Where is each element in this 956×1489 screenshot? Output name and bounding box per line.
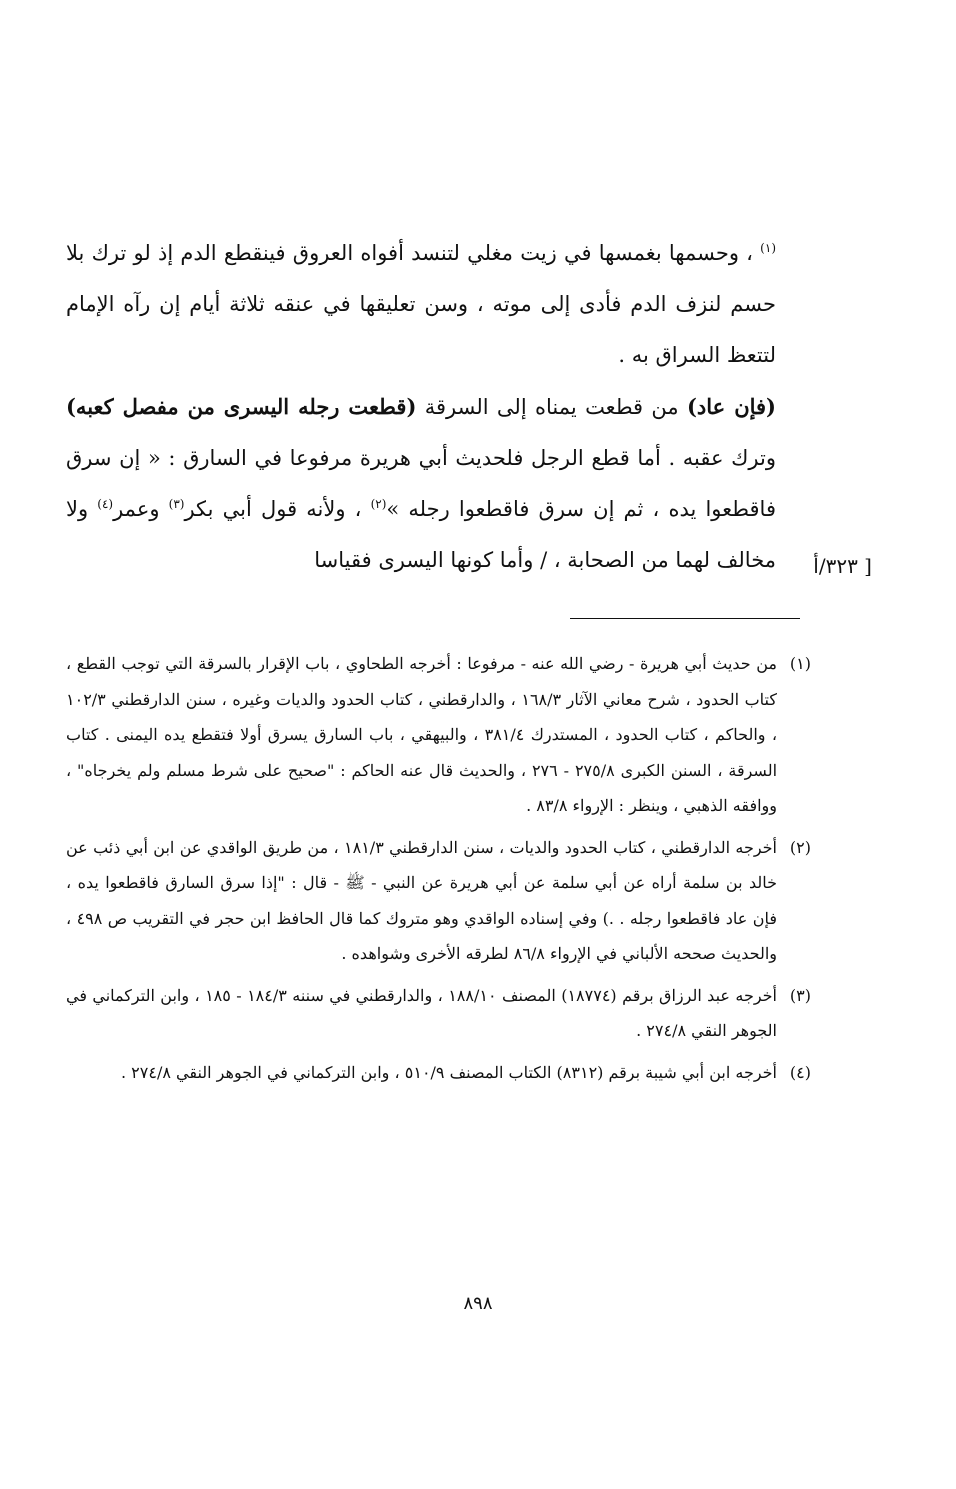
footnote-number: (٣) [789,985,811,1005]
footnote-number: (٤) [789,1062,811,1082]
paragraph-2-text-2: وترك عقبه . أما قطع الرجل فلحديث أبي هريرة مرفوعا في السارق : « إن سرق فاقطعوا يده ، ثم إن سرق فاقطعوا رجله » [66,446,776,521]
footnote-ref-1: (١) [760,241,776,255]
footnote-text: أخرجه عبد الرزاق برقم (١٨٧٧٤) المصنف ١٨٨/١٠ ، والدارقطني في سننه ١٨٤/٣ - ١٨٥ ، وابن التركماني في الجوهر النقي ٢٧٤/٨ . [66,985,777,1040]
paragraph-2 [66,381,776,586]
main-text [66,228,776,586]
footnote-separator [570,618,800,619]
footnote-text: أخرجه ابن أبي شيبة برقم (٨٣١٢) الكتاب المصنف ٥١٠/٩ ، وابن التركماني في الجوهر النقي ٢٧٤/٨ . [120,1062,777,1082]
footnote-number: (٢) [789,837,811,857]
bold-phrase-if-he-repeats: (فإن عاد) [687,394,776,419]
page-number: ٨٩٨ [463,1293,493,1314]
footnote-2 [66,830,811,972]
footnotes [66,646,811,1096]
footnote-text: أخرجه الدارقطني ، كتاب الحدود والديات ، سنن الدارقطني ١٨١/٣ ، من طريق الواقدي عن ابن أبي ذئب عن خالد بن سلمة أراه عن أبي سلمة عن أبي هريرة عن النبي - ﷺ - قال : "إذا سرق السارق فاقطعوا يده ، فإن عاد فاقطعوا رجله . .) وفي إسناده الواقدي وهو متروك كما قال الحافظ ابن حجر في التقريب ص ٤٩٨ ، والحديث صححه الألباني في الإرواء ٨٦/٨ لطرقه الأخرى وشواهده . [66,837,778,963]
paragraph-1 [66,228,776,381]
footnote-ref-2: (٢) [370,497,387,511]
footnote-ref-4: (٤) [97,497,114,511]
manuscript-folio-marker: [ ٣٢٣/أ [813,554,872,578]
paragraph-2-text-4: وعمر [113,497,169,521]
footnote-1 [66,646,811,824]
footnote-4 [66,1055,811,1091]
paragraph-1-text: ، وحسمها بغمسها في زيت مغلي لتنسد أفواه العروق فينقطع الدم إذ لو ترك بلا حسم لنزف الدم فأدى إلى موته ، وسن تعليقها في عنقه ثلاثة أيام إن رآه الإمام لتتعظ السراق به . [66,241,776,367]
paragraph-2-text-1: من قطعت يمناه إلى السرقة [416,395,687,419]
paragraph-2-text-5: ولا مخالف لهما من الصحابة ، / وأما كونها اليسرى فقياسا [66,497,776,572]
footnote-3 [66,978,811,1049]
footnote-ref-3: (٣) [168,497,185,511]
footnote-number: (١) [789,654,811,673]
paragraph-2-text-3: ، ولأنه قول أبي بكر [184,497,371,521]
bold-phrase-left-leg: (قطعت رجله اليسرى من مفصل كعبه) [66,394,417,419]
footnote-text: من حديث أبي هريرة - رضي الله عنه - مرفوعا : أخرجه الطحاوي ، باب الإقرار بالسرقة التي توجب القطع ، كتاب الحدود ، شرح معاني الآثار ١٦٨/٣ ، والدارقطني ، كتاب الحدود والديات وغيره ، سنن الدارقطني ١٠٢/٣ ، والحاكم ، كتاب الحدود ، المستدرك ٣٨١/٤ ، والبيهقي ، باب السارق يسرق أولا فتقطع يده اليمنى . كتاب السرقة ، السنن الكبرى ٢٧٥/٨ - ٢٧٦ ، والحديث قال عنه الحاكم : "صحيح على شرط مسلم ولم يخرجاه" ، ووافقه الذهبي ، وينظر : الإرواء ٨٣/٨ . [66,654,778,815]
